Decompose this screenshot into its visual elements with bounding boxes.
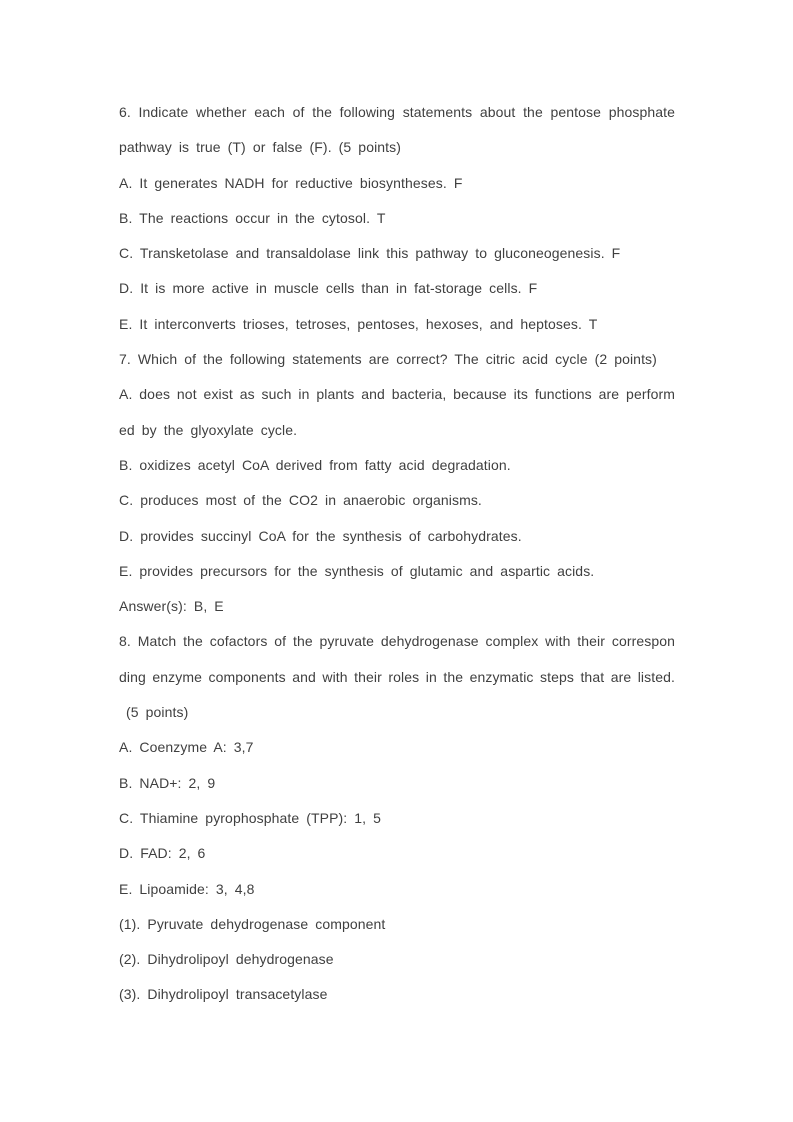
text-line: (1). Pyruvate dehydrogenase component	[119, 915, 386, 932]
text-line: E. provides precursors for the synthesis of glutamic and aspartic acids.	[119, 562, 595, 579]
text-line: 8. Match the cofactors of the pyruvate dehydrogenase complex with their correspon	[119, 633, 675, 650]
text-line: 6. Indicate whether each of the following statements about the pentose phosphate	[119, 104, 675, 120]
text-line: C. Transketolase and transaldolase link this pathway to gluconeogenesis. F	[119, 245, 621, 262]
text-line: 7. Which of the following statements are correct? The citric acid cycle (2 points)	[119, 351, 657, 368]
text-line: ed by the glyoxylate cycle.	[119, 421, 298, 438]
text-line: B. The reactions occur in the cytosol. T	[119, 209, 386, 226]
text-line: B. oxidizes acetyl CoA derived from fatty acid degradation.	[119, 456, 511, 473]
text-line: D. provides succinyl CoA for the synthesis of carbohydrates.	[119, 527, 522, 544]
text-line: D. It is more active in muscle cells than in fat-storage cells. F	[119, 280, 538, 297]
text-line: A. does not exist as such in plants and bacteria, because its functions are perform	[119, 386, 675, 403]
document-text-block	[119, 95, 675, 1013]
text-line: (5 points)	[119, 704, 189, 721]
text-line: C. produces most of the CO2 in anaerobic organisms.	[119, 492, 482, 509]
text-line: E. It interconverts trioses, tetroses, pentoses, hexoses, and heptoses. T	[119, 315, 598, 332]
text-line: C. Thiamine pyrophosphate (TPP): 1, 5	[119, 809, 382, 826]
text-line: B. NAD+: 2, 9	[119, 774, 216, 791]
text-line: Answer(s): B, E	[119, 598, 224, 615]
text-line: (2). Dihydrolipoyl dehydrogenase	[119, 951, 334, 968]
text-line: pathway is true (T) or false (F). (5 points)	[119, 139, 402, 156]
text-line: E. Lipoamide: 3, 4,8	[119, 880, 255, 897]
text-line: A. It generates NADH for reductive biosyntheses. F	[119, 174, 463, 191]
text-line: (3). Dihydrolipoyl transacetylase	[119, 986, 328, 1003]
text-line: ding enzyme components and with their roles in the enzymatic steps that are listed.	[119, 668, 675, 685]
text-line: D. FAD: 2, 6	[119, 845, 206, 862]
text-line: A. Coenzyme A: 3,7	[119, 739, 254, 756]
